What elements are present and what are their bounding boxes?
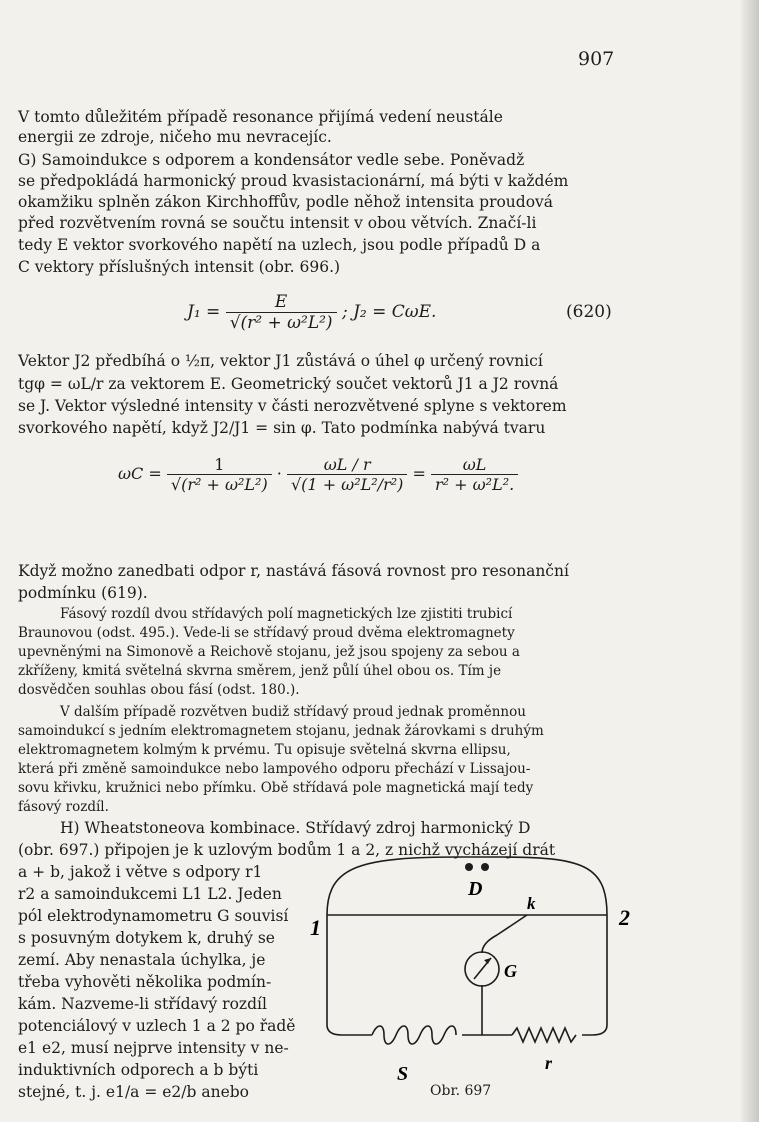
contact-k-wire <box>482 915 527 953</box>
source-terminal-dot <box>481 863 489 871</box>
text-line: se předpokládá harmonický proud kvasistacionární, má býti v každém <box>18 172 569 190</box>
resistor-r <box>512 1028 576 1042</box>
text-line-small: která při změně samoindukce nebo lampového odporu přechází v Lissajou- <box>18 761 531 777</box>
text-line: energii ze zdroje, ničeho mu nevracejíc. <box>18 128 332 146</box>
text-line-small: Braunovou (odst. 495.). Vede-li se střídavý proud dvěma elektromagnety <box>18 625 515 641</box>
text-line: se J. Vektor výsledné intensity v části nerozvětvené splyne s vektorem <box>18 397 567 415</box>
text-line: svorkového napětí, když J2/J1 = sin φ. Tato podmínka nabývá tvaru <box>18 419 546 437</box>
text-line: e1 e2, musí nejprve intensity v ne- <box>18 1039 289 1057</box>
text-line: H) Wheatstoneova kombinace. Střídavý zdroj harmonický D <box>60 819 531 837</box>
text-line: potenciálový v uzlech 1 a 2 po řadě <box>18 1017 296 1035</box>
text-line-small: V dalším případě rozvětven budiž střídavý proud jednak proměnnou <box>60 704 526 720</box>
text-line-small: sovu křivku, kružnici nebo přímku. Obě střídavá pole magnetická mají tedy <box>18 780 534 796</box>
text-line-small: Fásový rozdíl dvou střídavých polí magnetických lze zjistiti trubicí <box>60 606 513 622</box>
text-line: induktivních odporech a b býti <box>18 1061 259 1079</box>
equation-resonance: ωC = $\frac{1}{\text{√(r² + ω²L²)}}$ · $\frac{\omega L / r}{\text{√(1 + ω²L²/r²)}}$ = $\frac{\omega L}{\text{r² + ω²L².}}$ <box>118 455 518 494</box>
equation-number: (620) <box>566 302 612 322</box>
equation-620: J₁ = $\frac{E}{\text{√(r² + ω²L²)}}$ ; J₂ = CωE. <box>187 292 437 333</box>
text-line: podmínku (619). <box>18 584 148 602</box>
circuit-diagram <box>302 845 647 1085</box>
page-number: 907 <box>578 48 615 70</box>
text-line-small: elektromagnetem kolmým k prvému. Tu opisuje světelná skvrna ellipsu, <box>18 742 511 758</box>
coil-S <box>372 1026 456 1044</box>
text-line-small: upevněnými na Simonově a Reichově stojanu, jež jsou spojeny za sebou a <box>18 644 520 660</box>
label-G: G <box>504 961 517 981</box>
left-lower-wire <box>327 915 372 1035</box>
text-line: r2 a samoindukcemi L1 L2. Jeden <box>18 885 282 903</box>
text-line: C vektory příslušných intensit (obr. 696.) <box>18 258 341 276</box>
label-k: k <box>527 894 536 913</box>
text-line: okamžiku splněn zákon Kirchhoffův, podle něhož intensita proudová <box>18 193 554 211</box>
text-line-small: dosvědčen souhlas obou fásí (odst. 180.). <box>18 682 300 698</box>
text-line: (obr. 697.) připojen je k uzlovým bodům 1 a 2, z nichž vycházejí drát <box>18 841 556 859</box>
text-line-small: samoindukcí s jedním elektromagnetem stojanu, jednak žárovkami s druhým <box>18 723 544 739</box>
text-line: zemí. Aby nenastala úchylka, je <box>18 951 266 969</box>
text-line: kám. Nazveme-li střídavý rozdíl <box>18 995 267 1013</box>
text-line: stejné, t. j. e1/a = e2/b anebo <box>18 1083 250 1101</box>
text-line: V tomto důležitém případě resonance přijímá vedení neustále <box>18 108 503 126</box>
label-node-1: 1 <box>310 915 321 940</box>
label-S: S <box>397 1063 409 1085</box>
right-lower-wire <box>582 915 607 1035</box>
text-line: tedy E vektor svorkového napětí na uzlech, jsou podle případů D a <box>18 236 541 254</box>
page-edge-shadow <box>741 0 759 1122</box>
text-line: Vektor J2 předbíhá o ½π, vektor J1 zůstává o úhel φ určený rovnicí <box>18 352 543 370</box>
source-terminal-dot <box>465 863 473 871</box>
text-line-small: zkříženy, kmitá světelná skvrna směrem, jenž půlí úhel obou os. Tím je <box>18 663 502 679</box>
text-line: třeba vyhověti několika podmín- <box>18 973 272 991</box>
label-node-2: 2 <box>619 905 630 930</box>
label-r: r <box>545 1053 553 1073</box>
figure-caption: Obr. 697 <box>430 1083 492 1099</box>
text-line: Když možno zanedbati odpor r, nastává fásová rovnost pro resonanční <box>18 562 569 580</box>
text-line: pól elektrodynamometru G souvisí <box>18 907 289 925</box>
text-line: před rozvětvením rovná se součtu intensit v obou větvích. Značí-li <box>18 214 537 232</box>
text-line: a + b, jakož i větve s odpory r1 <box>18 863 263 881</box>
text-line: G) Samoindukce s odporem a kondensátor vedle sebe. Poněvadž <box>18 151 525 169</box>
text-line-small: fásový rozdíl. <box>18 799 109 815</box>
text-line: s posuvným dotykem k, druhý se <box>18 929 275 947</box>
text-line: tgφ = ωL/r za vektorem E. Geometrický součet vektorů J1 a J2 rovná <box>18 375 559 393</box>
label-D: D <box>468 878 483 900</box>
